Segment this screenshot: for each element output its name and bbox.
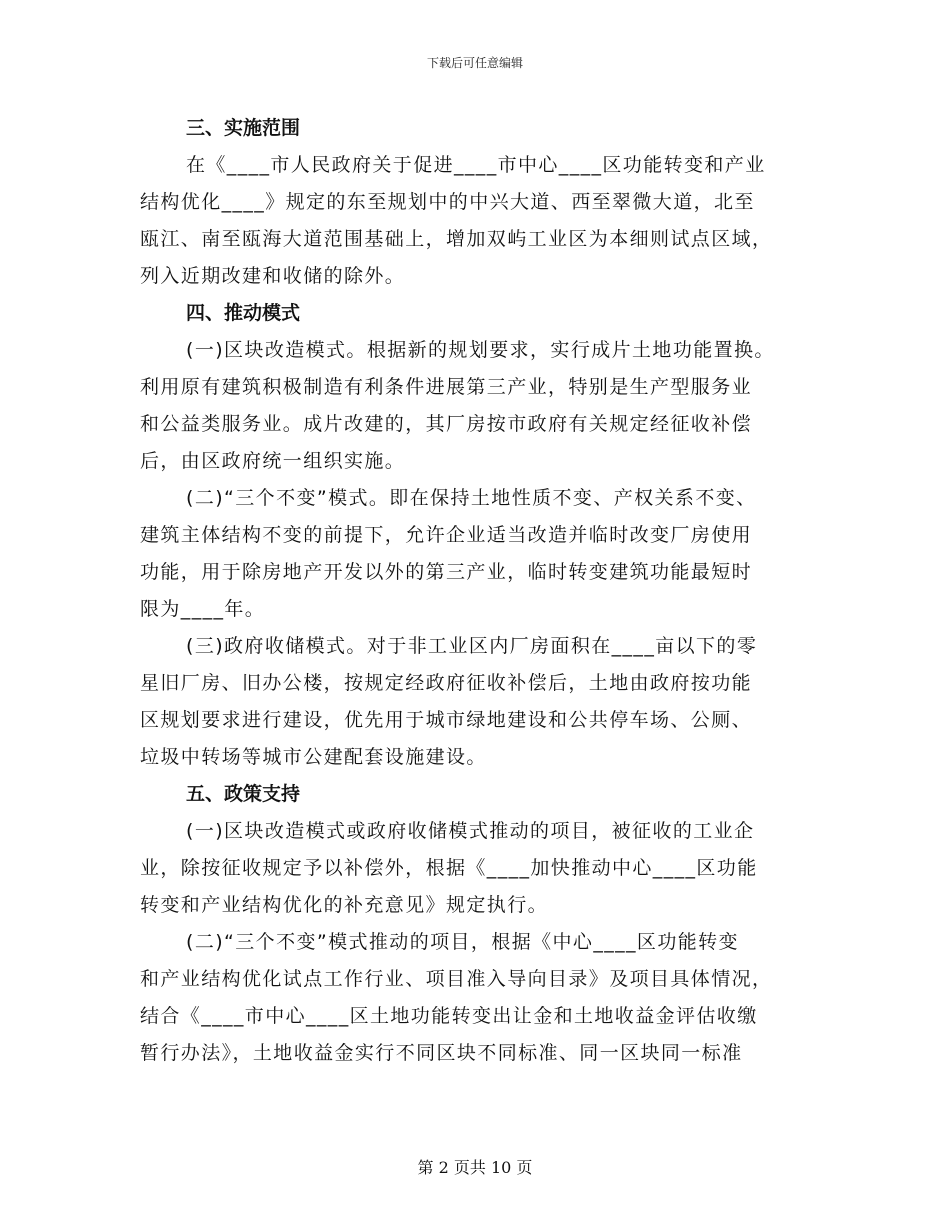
text-line: (三)政府收储模式。对于非工业区内厂房面积在____亩以下的零 — [186, 635, 758, 657]
text-line: (一)区块改造模式。根据新的规划要求，实行成片土地功能置换。 — [186, 339, 775, 361]
text-line: 转变和产业结构优化的补充意见》规定执行。 — [140, 894, 549, 916]
paragraph-scope — [140, 147, 810, 295]
document-body — [140, 110, 810, 1072]
text-line: 业，除按征收规定予以补偿外，根据《____加快推动中心____区功能 — [140, 857, 758, 879]
page-number-footer: 第 2 页共 10 页 — [417, 1158, 533, 1177]
paragraph-block-renovation — [140, 332, 810, 480]
text-line: 垃圾中转场等城市公建配套设施建设。 — [140, 746, 487, 768]
text-line: (二)“三个不变”模式推动的项目，根据《中心____区功能转变 — [186, 931, 739, 953]
text-line: 建筑主体结构不变的前提下，允许企业适当改造并临时改变厂房使用 — [140, 524, 753, 546]
text-line: 星旧厂房、旧办公楼，按规定经政府征收补偿后，土地由政府按功能 — [140, 672, 753, 694]
text-line: 利用原有建筑积极制造有利条件进展第三产业，特别是生产型服务业 — [140, 376, 753, 398]
text-line: 和公益类服务业。成片改建的，其厂房按市政府有关规定经征收补偿 — [140, 413, 753, 435]
page-header-note: 下载后可任意编辑 — [426, 56, 523, 70]
text-line: 后，由区政府统一组织实施。 — [140, 450, 406, 472]
text-line: 结构优化____》规定的东至规划中的中兴大道、西至翠微大道，北至 — [140, 191, 755, 213]
text-line: 瓯江、南至瓯海大道范围基础上，增加双屿工业区为本细则试点区域， — [140, 228, 773, 250]
text-line: 功能，用于除房地产开发以外的第三产业，临时转变建筑功能最短时 — [140, 561, 753, 583]
text-line: 和产业结构优化试点工作行业、项目准入导向目录》及项目具体情况， — [140, 968, 773, 990]
text-line: 在《____市人民政府关于促进____市中心____区功能转变和产业 — [186, 154, 766, 176]
text-line: 暂行办法》，土地收益金实行不同区块不同标准、同一区块同一标准 — [140, 1042, 743, 1064]
text-line: 结合《____市中心____区土地功能转变出让金和土地收益金评估收缴 — [140, 1005, 758, 1027]
paragraph-three-unchanged — [140, 480, 810, 628]
text-line: 限为____年。 — [140, 598, 266, 620]
section-heading-scope: 三、实施范围 — [186, 117, 301, 139]
text-line: 列入近期改建和收储的除外。 — [140, 265, 406, 287]
text-line: (二)“三个不变”模式。即在保持土地性质不变、产权关系不变、 — [186, 487, 757, 509]
paragraph-government-reserve — [140, 628, 810, 776]
paragraph-policy-one — [140, 813, 810, 924]
text-line: 区规划要求进行建设，优先用于城市绿地建设和公共停车场、公厕、 — [140, 709, 753, 731]
section-heading-policy: 五、政策支持 — [186, 783, 301, 805]
section-heading-modes: 四、推动模式 — [186, 302, 301, 324]
text-line: (一)区块改造模式或政府收储模式推动的项目，被征收的工业企 — [186, 820, 755, 842]
paragraph-policy-two — [140, 924, 810, 1072]
